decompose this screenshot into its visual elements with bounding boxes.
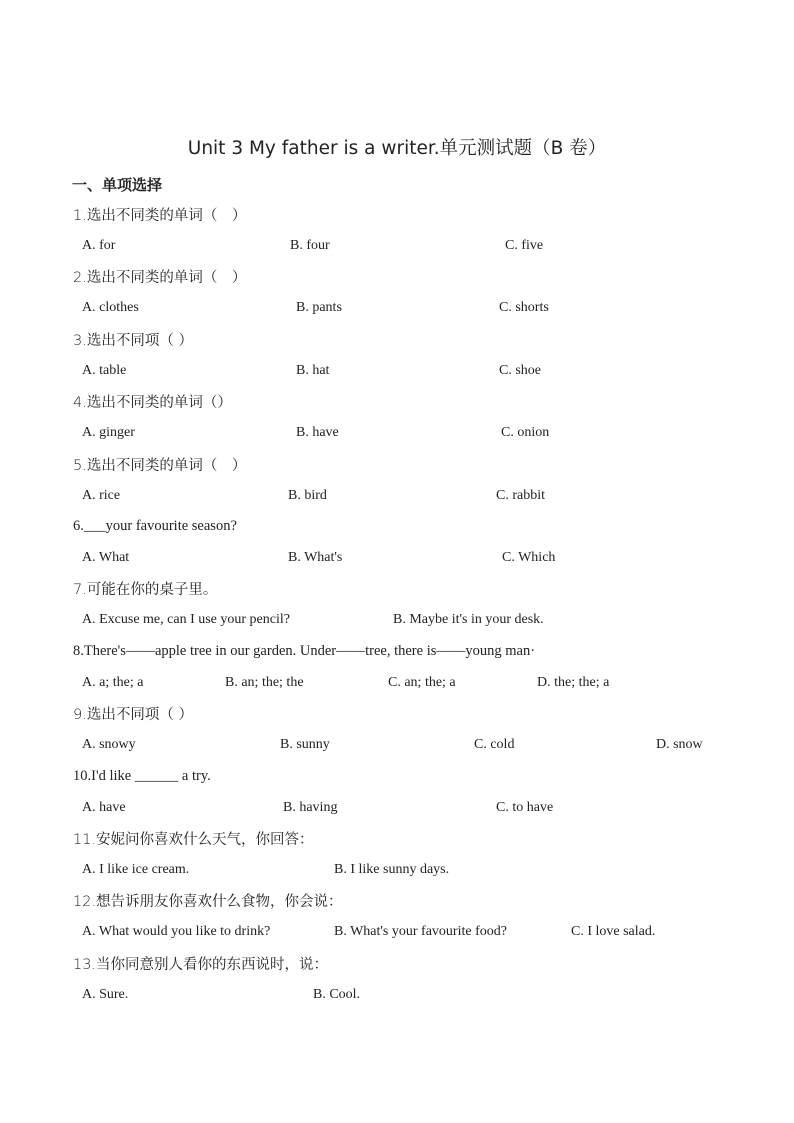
question-9-option-c: C. cold	[474, 737, 515, 752]
question-4-option-c: C. onion	[501, 425, 550, 440]
question-1-stem: 1.选出不同类的单词（ ）	[73, 208, 247, 224]
question-13-option-b: B. Cool.	[313, 987, 361, 1002]
question-13-stem: 13.当你同意别人看你的东西说时，说：	[73, 957, 329, 973]
question-6-option-a: A. What	[82, 550, 130, 565]
question-9-option-b: B. sunny	[280, 737, 330, 752]
question-7-option-b: B. Maybe it's in your desk.	[393, 612, 544, 627]
question-9-stem: 9.选出不同项（ ）	[73, 707, 193, 723]
question-13-option-a: A. Sure.	[82, 987, 129, 1002]
question-1-option-a: A. for	[82, 238, 116, 253]
question-3-option-b: B. hat	[296, 363, 330, 378]
question-8-option-c: C. an; the; a	[388, 675, 456, 690]
question-12-stem: 12.想告诉朋友你喜欢什么食物，你会说：	[73, 894, 343, 910]
question-10-option-a: A. have	[82, 800, 126, 815]
question-8-option-a: A. a; the; a	[82, 675, 144, 690]
question-9-option-d: D. snow	[656, 737, 703, 752]
question-4-stem: 4.选出不同类的单词（）	[73, 395, 232, 411]
question-6-option-c: C. Which	[502, 550, 556, 565]
question-8-option-b: B. an; the; the	[225, 675, 304, 690]
question-4-option-a: A. ginger	[82, 425, 135, 440]
question-2-option-b: B. pants	[296, 300, 342, 315]
question-9-option-a: A. snowy	[82, 737, 136, 752]
question-3-option-a: A. table	[82, 363, 127, 378]
question-12-option-c: C. I love salad.	[571, 924, 656, 939]
question-6-option-b: B. What's	[288, 550, 343, 565]
question-5-stem: 5.选出不同类的单词（ ）	[73, 458, 247, 474]
question-8-option-d: D. the; the; a	[537, 675, 610, 690]
question-2-option-c: C. shorts	[499, 300, 549, 315]
question-12-option-a: A. What would you like to drink?	[82, 924, 271, 939]
question-11-stem: 11.安妮问你喜欢什么天气，你回答：	[73, 832, 314, 848]
page-title: Unit 3 My father is a writer.单元测试题（B 卷）	[187, 138, 607, 159]
question-3-option-c: C. shoe	[499, 363, 541, 378]
question-1-option-b: B. four	[290, 238, 330, 253]
question-10-stem: 10.I'd like ______ a try.	[73, 768, 211, 784]
question-2-option-a: A. clothes	[82, 300, 139, 315]
question-5-option-b: B. bird	[288, 488, 327, 503]
question-3-stem: 3.选出不同项（ ）	[73, 333, 193, 349]
question-7-stem: 7.可能在你的桌子里。	[73, 582, 218, 598]
section-title: 一、单项选择	[72, 176, 163, 194]
question-8-stem: 8.There's——apple tree in our garden. Under——tree, there is——young man·	[73, 643, 536, 659]
question-7-option-a: A. Excuse me, can I use your pencil?	[82, 612, 290, 627]
question-5-option-a: A. rice	[82, 488, 121, 503]
question-10-option-b: B. having	[283, 800, 338, 815]
question-1-option-c: C. five	[505, 238, 544, 253]
question-11-option-b: B. I like sunny days.	[334, 862, 450, 877]
question-10-option-c: C. to have	[496, 800, 554, 815]
question-6-stem: 6.___your favourite season?	[73, 518, 237, 534]
question-5-option-c: C. rabbit	[496, 488, 545, 503]
question-12-option-b: B. What's your favourite food?	[334, 924, 507, 939]
question-2-stem: 2.选出不同类的单词（ ）	[73, 270, 247, 286]
question-11-option-a: A. I like ice cream.	[82, 862, 190, 877]
question-4-option-b: B. have	[296, 425, 339, 440]
